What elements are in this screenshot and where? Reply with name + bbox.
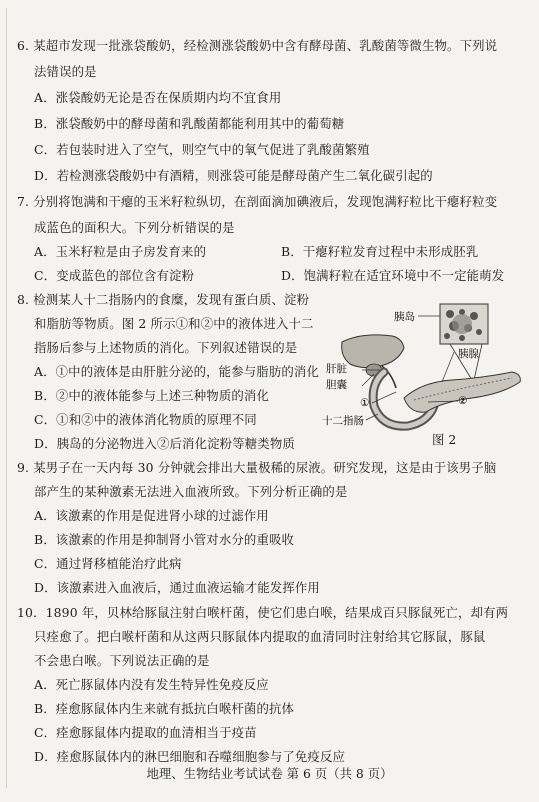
q7-stem-line-1: 7. 分别将饱满和干瘪的玉米籽粒纵切，在剖面滴加碘液后，发现饱满籽粒比干瘪籽粒变: [17, 194, 498, 209]
q10-stem-line-2: 只痊愈了。把白喉杆菌和从这两只豚鼠体内提取的血清同时注射给其它豚鼠，豚鼠: [34, 629, 486, 644]
q8-stem-line-2: 和脂肪等物质。图 2 所示①和②中的液体进入十二: [34, 316, 314, 331]
q9-stem-line-2: 部产生的某种激素无法进入血液所致。下列分析正确的是: [34, 484, 348, 499]
figure-caption: 图 2: [432, 432, 457, 447]
digestive-organs-figure: [322, 302, 527, 447]
q7-option-b: B．干瘪籽粒发育过程中未形成胚乳: [281, 244, 479, 259]
marker-one-label: ①: [360, 397, 370, 409]
q10-stem-line-3: 不会患白喉。下列说法正确的是: [34, 653, 210, 668]
q7-option-d: D．饱满籽粒在适宜环境中不一定能萌发: [281, 268, 505, 283]
q8-option-a: A．①中的液体是由肝脏分泌的，能参与脂肪的消化: [34, 364, 319, 379]
q6-option-a: A．涨袋酸奶无论是否在保质期内均不宜食用: [34, 90, 282, 105]
q10-option-b: B．痊愈豚鼠体内生来就有抵抗白喉杆菌的抗体: [34, 701, 295, 716]
q10-option-a: A．死亡豚鼠体内没有发生特异性免疫反应: [34, 677, 269, 692]
liver-shape: [342, 335, 404, 368]
q8-stem-line-1: 8. 检测某人十二指肠内的食糜，发现有蛋白质、淀粉: [17, 292, 310, 307]
pancreas-label: 胰腺: [458, 348, 479, 360]
gallbladder-label: 胆囊: [326, 379, 347, 391]
q6-option-b: B．涨袋酸奶中的酵母菌和乳酸菌都能利用其中的葡萄糖: [34, 116, 345, 131]
marker-two-label: ②: [458, 395, 468, 407]
q8-option-d: D．胰岛的分泌物进入②后消化淀粉等糖类物质: [34, 436, 295, 451]
q10-option-c: C．痊愈豚鼠体内提取的血清相当于疫苗: [34, 725, 257, 740]
q7-stem-line-2: 成蓝色的面积大。下列分析错误的是: [34, 220, 235, 235]
page-footer: 地理、生物结业考试试卷 第 6 页（共 8 页）: [146, 766, 393, 781]
q9-option-d: D．该激素进入血液后，通过血液运输才能发挥作用: [34, 580, 320, 595]
duodenum-label: 十二指肠: [322, 415, 364, 427]
margin-line: [6, 8, 7, 788]
q6-option-d: D．若检测涨袋酸奶中有酒精，则涨袋可能是酵母菌产生二氧化碳引起的: [34, 168, 433, 183]
q6-stem-line-1: 6. 某超市发现一批涨袋酸奶，经检测涨袋酸奶中含有酵母菌、乳酸菌等微生物。下列说: [17, 38, 498, 53]
q7-option-c: C．变成蓝色的部位含有淀粉: [34, 268, 195, 283]
q8-stem-line-3: 指肠后参与上述物质的消化。下列叙述错误的是: [34, 340, 298, 355]
q7-option-a: A．玉米籽粒是由子房发育来的: [34, 244, 207, 259]
liver-label: 肝脏: [326, 363, 347, 375]
q8-option-c: C．①和②中的液体消化物质的原理不同: [34, 412, 257, 427]
q10-stem-line-1: 10．1890 年，贝林给豚鼠注射白喉杆菌，使它们患白喉，结果成百只豚鼠死亡，却有两: [17, 605, 509, 620]
q6-option-c: C．若包装时进入了空气，则空气中的氧气促进了乳酸菌繁殖: [34, 142, 370, 157]
q9-option-a: A．该激素的作用是促进肾小球的过滤作用: [34, 508, 269, 523]
q9-stem-line-1: 9. 某男子在一天内每 30 分钟就会排出大量极稀的尿液。研究发现，这是由于该男子脑: [17, 460, 497, 475]
q8-option-b: B．②中的液体能参与上述三种物质的消化: [34, 388, 269, 403]
q9-option-b: B．该激素的作用是抑制肾小管对水分的重吸收: [34, 532, 295, 547]
islet-label: 胰岛: [394, 311, 415, 323]
q6-stem-line-2: 法错误的是: [34, 64, 97, 79]
q9-option-c: C．通过肾移植能治疗此病: [34, 556, 182, 571]
q10-option-d: D．痊愈豚鼠体内的淋巴细胞和吞噬细胞参与了免疫反应: [34, 749, 346, 764]
